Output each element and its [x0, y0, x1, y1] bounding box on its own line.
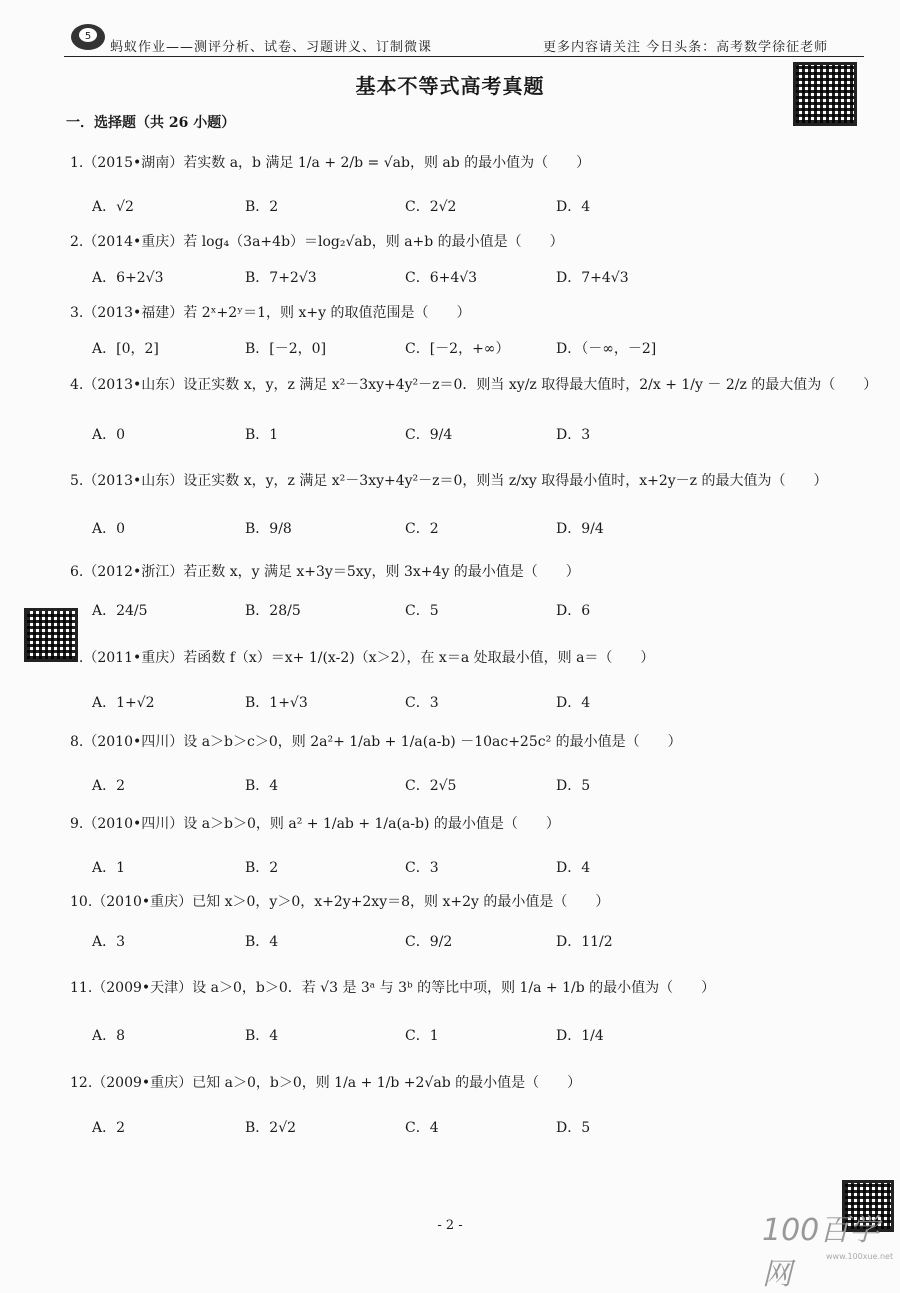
question-stem: 4.（2013•山东）设正实数 x，y，z 满足 x²－3xy+4y²－z＝0．则当 xy/z 取得最大值时，2/x + 1/y － 2/z 的最大值为（ ） [70, 377, 878, 393]
answer-option: D．3 [556, 427, 591, 443]
answer-option: D．5 [556, 778, 591, 794]
answer-option: C．2 [405, 521, 439, 537]
answer-option: C．6+4√3 [405, 270, 478, 286]
answer-option: A．0 [92, 521, 126, 537]
question-stem: 10.（2010•重庆）已知 x＞0，y＞0，x+2y+2xy＝8，则 x+2y 的最小值是（ ） [70, 894, 610, 910]
question-stem: 9.（2010•四川）设 a＞b＞0，则 a² + 1/ab + 1/a(a-b) 的最小值是（ ） [70, 816, 560, 832]
answer-option: D．4 [556, 860, 591, 876]
svg-text:5: 5 [84, 31, 92, 42]
answer-option: B．2 [245, 199, 279, 215]
answer-option: D．7+4√3 [556, 270, 629, 286]
question-stem: 8.（2010•四川）设 a＞b＞c＞0，则 2a²+ 1/ab + 1/a(a-b) －10ac+25c² 的最小值是（ ） [70, 734, 682, 750]
page-number: - 2 - [437, 1218, 463, 1233]
answer-option: C．9/2 [405, 934, 453, 950]
answer-option: B．2√2 [245, 1120, 297, 1136]
answer-option: B．4 [245, 778, 279, 794]
answer-option: C．5 [405, 603, 439, 619]
header-right-text: 更多内容请关注 今日头条：高考数学徐征老师 [543, 40, 829, 55]
answer-option: B．28/5 [245, 603, 301, 619]
answer-option: B．1+√3 [245, 695, 308, 711]
answer-option: C．4 [405, 1120, 439, 1136]
header-left-text: 蚂蚁作业——测评分析、试卷、习题讲义、订制微课 [110, 40, 433, 55]
answer-option: A．[0，2] [92, 341, 159, 357]
question-stem: 1.（2015•湖南）若实数 a，b 满足 1/a + 2/b = √ab，则 ab 的最小值为（ ） [70, 155, 591, 171]
question-stem: 11.（2009•天津）设 a＞0，b＞0．若 √3 是 3ᵃ 与 3ᵇ 的等比中项，则 1/a + 1/b 的最小值为（ ） [70, 980, 716, 996]
answer-option: D．6 [556, 603, 591, 619]
answer-option: A．8 [92, 1028, 126, 1044]
question-stem: 5.（2013•山东）设正实数 x，y，z 满足 x²－3xy+4y²－z＝0，则当 z/xy 取得最小值时，x+2y－z 的最大值为（ ） [70, 473, 828, 489]
answer-option: B．1 [245, 427, 279, 443]
answer-option: C．[－2，+∞） [405, 341, 510, 357]
brand-logo [70, 22, 106, 52]
answer-option: A．24/5 [92, 603, 148, 619]
answer-option: B．2 [245, 860, 279, 876]
answer-option: C．2√2 [405, 199, 457, 215]
answer-option: C．9/4 [405, 427, 453, 443]
answer-option: C．2√5 [405, 778, 457, 794]
answer-option: C．3 [405, 695, 439, 711]
answer-option: B．9/8 [245, 521, 292, 537]
answer-option: A．0 [92, 427, 126, 443]
question-stem: 7.（2011•重庆）若函数 f（x）＝x+ 1/(x-2)（x＞2），在 x＝a 处取最小值，则 a＝（ ） [70, 650, 655, 666]
answer-option: D．4 [556, 199, 591, 215]
answer-option: D．9/4 [556, 521, 604, 537]
section-heading: 一．选择题（共 26 小题） [66, 115, 236, 131]
question-stem: 2.（2014•重庆）若 log₄（3a+4b）＝log₂√ab，则 a+b 的最小值是（ ） [70, 234, 564, 250]
answer-option: D．11/2 [556, 934, 613, 950]
answer-option: D．1/4 [556, 1028, 604, 1044]
answer-option: D．4 [556, 695, 591, 711]
answer-option: A．6+2√3 [92, 270, 164, 286]
question-stem: 12.（2009•重庆）已知 a＞0，b＞0，则 1/a + 1/b +2√ab 的最小值是（ ） [70, 1075, 582, 1091]
answer-option: A．1+√2 [92, 695, 155, 711]
answer-option: A．√2 [92, 199, 134, 215]
answer-option: A．2 [92, 778, 126, 794]
page-title: 基本不等式高考真题 [355, 74, 545, 98]
watermark-url: www.100xue.net [826, 1252, 894, 1261]
answer-option: B．4 [245, 934, 279, 950]
answer-option: A．1 [92, 860, 126, 876]
answer-option: D．5 [556, 1120, 591, 1136]
answer-option: D．（－∞，－2] [556, 341, 657, 357]
answer-option: B．7+2√3 [245, 270, 317, 286]
answer-option: C．1 [405, 1028, 439, 1044]
answer-option: A．3 [92, 934, 126, 950]
question-stem: 3.（2013•福建）若 2ˣ+2ʸ＝1，则 x+y 的取值范围是（ ） [70, 305, 471, 321]
header-divider [64, 56, 864, 57]
question-stem: 6.（2012•浙江）若正数 x，y 满足 x+3y＝5xy，则 3x+4y 的最小值是（ ） [70, 564, 580, 580]
answer-option: A．2 [92, 1120, 126, 1136]
answer-option: C．3 [405, 860, 439, 876]
answer-option: B．4 [245, 1028, 279, 1044]
answer-option: B．[－2，0] [245, 341, 327, 357]
watermark-logo: 100百学网 [762, 1213, 880, 1292]
